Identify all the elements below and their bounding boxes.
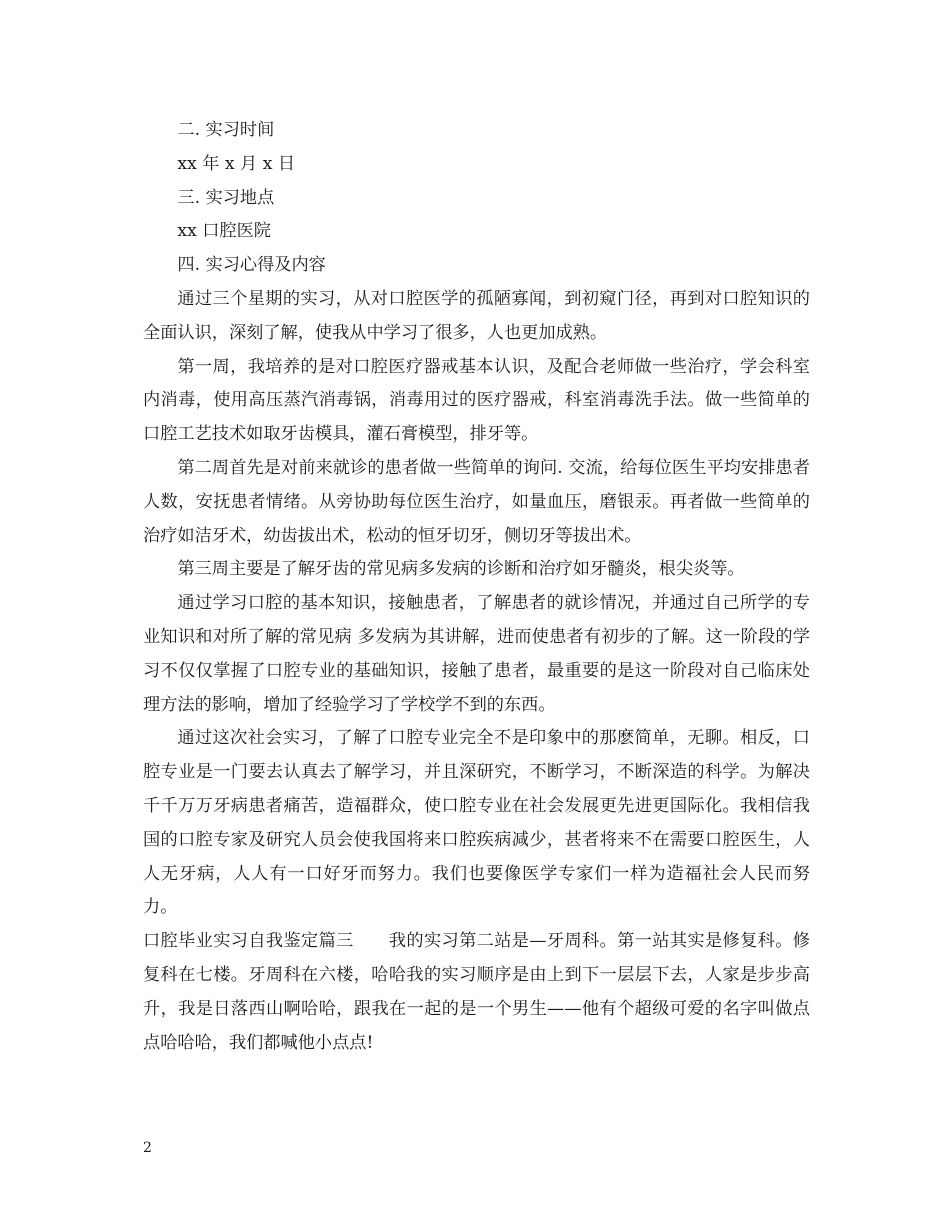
internship-place: xx 口腔医院 bbox=[177, 221, 271, 242]
section-heading-time: 二. 实习时间 bbox=[177, 120, 275, 140]
section-heading-place: 三. 实习地点 bbox=[177, 187, 275, 208]
document-body bbox=[143, 114, 810, 1060]
paragraph-week-three: 第三周主要是了解牙齿的常见病多发病的诊断和治疗如牙髓炎，根尖炎等。 bbox=[177, 559, 745, 580]
paragraph-overview: 通过三个星期的实习，从对口腔医学的孤陋寡闻，到初窥门径，再到对口腔知识的全面认识，深刻了解，使我从中学习了很多，人也更加成熟。 bbox=[143, 288, 810, 343]
internship-time: xx 年 x 月 x 日 bbox=[177, 153, 296, 174]
paragraph-part-three: 口腔毕业实习自我鉴定篇三 我的实习第二站是—牙周科。第一站其实是修复科。修复科在七楼。牙周科在六楼，哈哈我的实习顺序是由上到下一层层下去，人家是步步高升，我是日落西山啊哈哈，跟我在一起的是一个男生——他有个超级可爱的名字叫做点点哈哈哈，我们都喊他小点点! bbox=[143, 931, 810, 1053]
section-heading-experience: 四. 实习心得及内容 bbox=[177, 255, 326, 276]
page-number: 2 bbox=[143, 1140, 152, 1156]
paragraph-learning: 通过学习口腔的基本知识，接触患者，了解患者的就诊情况，并通过自己所学的专业知识和对所了解的常见病 多发病为其讲解，进而使患者有初步的了解。这一阶段的学习不仅仅掌握了口腔专业的基础知识，接触了患者，最重要的是这一阶段对自己临床处理方法的影响，增加了经验学习了学校学不到的东西。 bbox=[143, 593, 810, 715]
paragraph-reflection: 通过这次社会实习，了解了口腔专业完全不是印象中的那麽简单，无聊。相反，口腔专业是一门要去认真去了解学习，并且深研究，不断学习，不断深造的科学。为解决千千万万牙病患者痛苦，造福群众，使口腔专业在社会发展更先进更国际化。我相信我国的口腔专家及研究人员会使我国将来口腔疾病减少，甚者将来不在需要口腔医生，人人无牙病，人人有一口好牙而努力。我们也要像医学专家们一样为造福社会人民而努力。 bbox=[143, 728, 810, 918]
paragraph-week-two: 第二周首先是对前来就诊的患者做一些简单的询问. 交流，给每位医生平均安排患者人数，安抚患者情绪。从旁协助每位医生治疗，如量血压，磨银汞。再者做一些简单的治疗如洁牙术，幼齿拔出术，松动的恒牙切牙，侧切牙等拔出术。 bbox=[143, 457, 810, 546]
paragraph-week-one: 第一周，我培养的是对口腔医疗器戒基本认识，及配合老师做一些治疗，学会科室内消毒，使用高压蒸汽消毒锅，消毒用过的医疗器戒，科室消毒洗手法。做一些简单的口腔工艺技术如取牙齿模具，灌石膏模型，排牙等。 bbox=[143, 356, 810, 445]
